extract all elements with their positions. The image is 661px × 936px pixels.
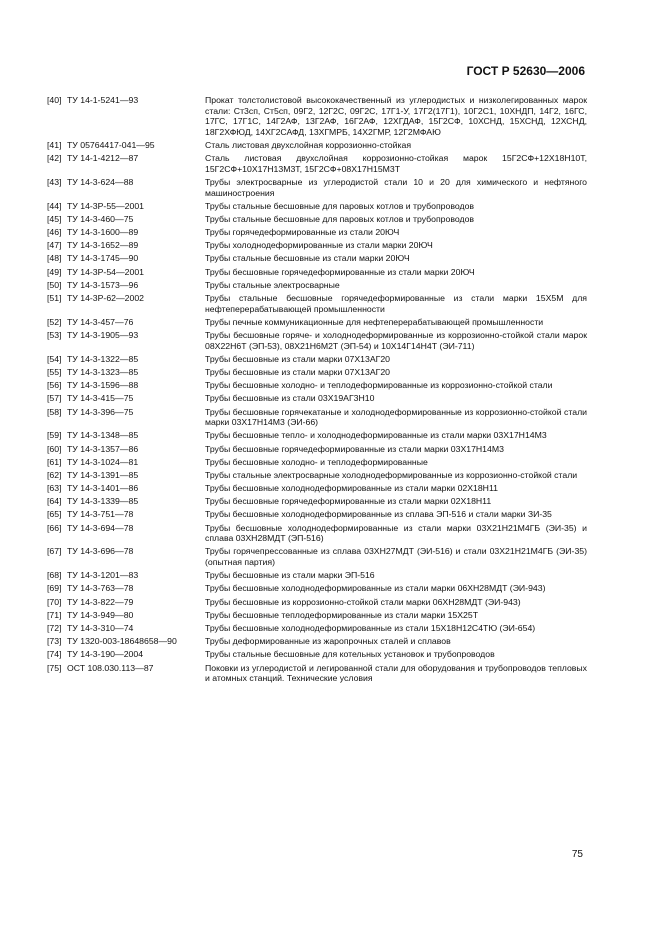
- page-number: 75: [571, 849, 583, 860]
- reference-item: [47, 227, 587, 238]
- reference-code: ТУ 14-1-4212—87: [67, 153, 139, 164]
- reference-code: ТУ 14-3-415—75: [67, 393, 134, 404]
- reference-title: Трубы электросварные из углеродистой стали 10 и 20 для химического и нефтяного машиностроения: [205, 176, 587, 198]
- reference-item: [47, 393, 587, 404]
- reference-number: [65]: [47, 509, 62, 520]
- reference-number: [45]: [47, 213, 62, 224]
- reference-code: ТУ 14-3-1596—88: [67, 380, 139, 391]
- reference-item: [47, 140, 587, 151]
- reference-item: [47, 253, 587, 264]
- reference-number: [57]: [47, 393, 62, 404]
- reference-title: Трубы бесшовные из стали 03Х19АГ3Н10: [205, 393, 375, 404]
- reference-title: Трубы бесшовные теплодеформированные из стали марки 15Х25Т: [205, 609, 479, 620]
- reference-title: Прокат толстолистовой высококачественный из углеродистых и низколегированных марок стали: Ст3сп, Ст5сп, 09Г2, 12Г2С, 09Г2С, 17Г1-У, 17Г2(17Г1), 10Г2С1, 10ХНДП, 14Г2, 16ГС, 17ГС, 17Г1С, 14Г2АФ, 13Г2АФ, 16Г2АФ, 12ХГДАФ, 15Г2СФ, 10ХСНД, 15ХСНД, 12ХСНД, 18Г2ХФЮД, 14ХГ2САФД, 13ХГМРБ, 14Х2ГМР, 12Г2МФАЮ: [205, 95, 587, 137]
- reference-title: Трубы горячепрессованные из сплава 03ХН27МДТ (ЭИ-516) и стали 03Х21Н21М4ГБ (ЭИ-35) (опытная партия): [205, 546, 587, 567]
- reference-number: [41]: [47, 139, 62, 150]
- reference-code: ТУ 14-3-1401—86: [67, 483, 139, 494]
- reference-title: Поковки из углеродистой и легированной стали для оборудования и трубопроводов тепловых и атомных станций. Технические условия: [205, 662, 587, 684]
- reference-title: Трубы деформированные из жаропрочных сталей и сплавов: [205, 636, 451, 647]
- reference-item: [47, 177, 587, 198]
- reference-code: ТУ 14-3-1339—85: [67, 496, 139, 507]
- reference-number: [48]: [47, 253, 62, 264]
- reference-code: ТУ 14-3-460—75: [67, 213, 134, 224]
- reference-code: ТУ 14-3-696—78: [67, 546, 134, 557]
- reference-number: [44]: [47, 200, 62, 211]
- reference-number: [62]: [47, 469, 62, 480]
- reference-code: ТУ 14-3-1745—90: [67, 253, 139, 264]
- reference-code: ТУ 14-3Р-62—2002: [67, 293, 144, 304]
- reference-title: Трубы стальные бесшовные для котельных установок и трубопроводов: [205, 649, 495, 660]
- reference-code: ОСТ 108.030.113—87: [67, 662, 154, 673]
- reference-number: [51]: [47, 293, 62, 304]
- reference-title: Трубы бесшовные холодно- и теплодеформированные: [205, 456, 428, 467]
- reference-item: [47, 483, 587, 494]
- reference-title: Сталь листовая двухслойная коррозионно-стойкая марок 15Г2СФ+12Х18Н10Т, 15Г2СФ+10Х17Н13М3Т, 15Г2СФ+08Х17Н15М3Т: [205, 153, 587, 174]
- reference-number: [60]: [47, 443, 62, 454]
- reference-code: ТУ 14-3-1201—83: [67, 570, 139, 581]
- reference-code: ТУ 14-3-694—78: [67, 522, 134, 533]
- reference-title: Трубы бесшовные холодно- и теплодеформированные из коррозионно-стойкой стали: [205, 380, 553, 391]
- reference-title: Трубы бесшовные холоднодеформированные из стали марки 06ХН28МДТ (ЭИ-943): [205, 583, 546, 594]
- reference-item: [47, 470, 587, 481]
- reference-item: [47, 214, 587, 225]
- reference-title: Трубы бесшовные горячедеформированные из стали марки 20ЮЧ: [205, 266, 475, 277]
- reference-code: ТУ 14-3-457—76: [67, 316, 134, 327]
- reference-title: Трубы стальные бесшовные горячедеформированные из стали марки 15Х5М для нефтеперерабатывающей промышленности: [205, 293, 587, 314]
- reference-item: [47, 457, 587, 468]
- reference-number: [69]: [47, 583, 62, 594]
- reference-item: [47, 597, 587, 608]
- reference-title: Трубы бесшовные из стали марки 07Х13АГ20: [205, 366, 391, 377]
- reference-title: Трубы бесшовные холоднодеформированные из стали марки 03Х21Н21М4ГБ (ЭИ-35) и сплава 03ХН28МДТ (ЭП-516): [205, 522, 587, 544]
- reference-item: [47, 380, 587, 391]
- reference-number: [70]: [47, 596, 62, 607]
- reference-title: Трубы стальные бесшовные для паровых котлов и трубопроводов: [205, 213, 475, 224]
- reference-code: ТУ 14-3Р-54—2001: [67, 266, 144, 277]
- reference-number: [43]: [47, 176, 62, 187]
- reference-number: [73]: [47, 636, 62, 647]
- reference-code: ТУ 14-3-1024—81: [67, 456, 139, 467]
- reference-title: Сталь листовая двухслойная коррозионно-стойкая: [205, 139, 412, 150]
- reference-number: [50]: [47, 279, 62, 290]
- reference-title: Трубы стальные электросварные: [205, 279, 340, 290]
- reference-number: [42]: [47, 153, 62, 164]
- reference-number: [67]: [47, 546, 62, 557]
- reference-code: ТУ 14-3-1323—85: [67, 366, 139, 377]
- reference-title: Трубы стальные бесшовные для паровых котлов и трубопроводов: [205, 200, 475, 211]
- reference-item: [47, 367, 587, 378]
- reference-number: [66]: [47, 522, 62, 533]
- reference-code: ТУ 14-3-396—75: [67, 406, 134, 417]
- reference-title: Трубы бесшовные горяче- и холоднодеформированные из коррозионно-стойкой стали марок 08Х22Н6Т (ЭП-53), 08Х21Н6М2Т (ЭП-54) и 10Х14Г14Н4Т (ЭИ-711): [205, 330, 587, 351]
- reference-code: ТУ 1320-003-18648658—90: [67, 636, 177, 647]
- reference-title: Трубы бесшовные горячекатаные и холоднодеформированные из коррозионно-стойкой стали марки 03Х17Н14М3 (ЭИ-66): [205, 406, 587, 428]
- reference-list: [47, 95, 587, 686]
- reference-item: [47, 267, 587, 278]
- reference-item: [47, 201, 587, 212]
- reference-number: [54]: [47, 353, 62, 364]
- reference-code: ТУ 14-3-624—88: [67, 176, 134, 187]
- reference-title: Трубы бесшовные горячедеформированные из стали марки 03Х17Н14М3: [205, 443, 504, 454]
- reference-item: [47, 280, 587, 291]
- reference-code: ТУ 14-3-1357—86: [67, 443, 139, 454]
- reference-code: ТУ 14-3-1348—85: [67, 430, 139, 441]
- reference-code: ТУ 14-3-1600—89: [67, 227, 139, 238]
- reference-number: [49]: [47, 266, 62, 277]
- document-header: ГОСТ Р 52630—2006: [466, 64, 585, 78]
- reference-code: ТУ 14-3-1322—85: [67, 353, 139, 364]
- reference-title: Трубы бесшовные из стали марки ЭП-516: [205, 570, 375, 581]
- reference-item: [47, 330, 587, 351]
- reference-number: [71]: [47, 609, 62, 620]
- reference-number: [56]: [47, 380, 62, 391]
- reference-item: [47, 523, 587, 544]
- reference-number: [72]: [47, 622, 62, 633]
- reference-item: [47, 636, 587, 647]
- reference-code: ТУ 14-3-763—78: [67, 583, 134, 594]
- reference-item: [47, 153, 587, 174]
- reference-item: [47, 509, 587, 520]
- reference-title: Трубы бесшовные горячедеформированные из стали марки 02Х18Н11: [205, 496, 492, 507]
- reference-number: [55]: [47, 366, 62, 377]
- reference-title: Трубы бесшовные холоднодеформированные из стали марки 02Х18Н11: [205, 483, 498, 494]
- reference-title: Трубы горячедеформированные из стали 20ЮЧ: [205, 227, 400, 238]
- reference-code: ТУ 14-3-1652—89: [67, 240, 139, 251]
- reference-item: [47, 430, 587, 441]
- reference-item: [47, 649, 587, 660]
- reference-number: [59]: [47, 430, 62, 441]
- reference-number: [46]: [47, 227, 62, 238]
- reference-item: [47, 293, 587, 314]
- reference-title: Трубы бесшовные холоднодеформированные из сплава ЭП-516 и стали марки ЗИ-35: [205, 509, 552, 520]
- reference-item: [47, 623, 587, 634]
- reference-title: Трубы стальные бесшовные из стали марки 20ЮЧ: [205, 253, 410, 264]
- reference-number: [68]: [47, 570, 62, 581]
- reference-number: [75]: [47, 662, 62, 673]
- reference-code: ТУ 05764417-041—95: [67, 139, 155, 150]
- reference-title: Трубы бесшовные из стали марки 07Х13АГ20: [205, 353, 391, 364]
- reference-code: ТУ 14-3-1573—96: [67, 279, 139, 290]
- reference-item: [47, 570, 587, 581]
- reference-code: ТУ 14-3-1391—85: [67, 469, 139, 480]
- reference-number: [58]: [47, 406, 62, 417]
- reference-title: Трубы стальные электросварные холоднодеформированные из коррозионно-стойкой стали: [205, 469, 578, 480]
- reference-title: Трубы бесшовные холоднодеформированные из стали 15Х18Н12С4ТЮ (ЭИ-654): [205, 622, 536, 633]
- reference-code: ТУ 14-3-1905—93: [67, 330, 139, 340]
- reference-item: [47, 496, 587, 507]
- reference-number: [64]: [47, 496, 62, 507]
- reference-item: [47, 317, 587, 328]
- reference-code: ТУ 14-3-822—79: [67, 596, 134, 607]
- reference-item: [47, 444, 587, 455]
- reference-item: [47, 583, 587, 594]
- reference-number: [53]: [47, 330, 62, 340]
- reference-item: [47, 95, 587, 137]
- reference-title: Трубы холоднодеформированные из стали марки 20ЮЧ: [205, 240, 433, 251]
- reference-item: [47, 240, 587, 251]
- reference-code: ТУ 14-3-310—74: [67, 622, 134, 633]
- reference-code: ТУ 14-3Р-55—2001: [67, 200, 144, 211]
- reference-number: [40]: [47, 95, 62, 105]
- reference-item: [47, 546, 587, 567]
- reference-title: Трубы бесшовные тепло- и холоднодеформированные из стали марки 03Х17Н14М3: [205, 430, 547, 441]
- reference-number: [61]: [47, 456, 62, 467]
- reference-code: ТУ 14-1-5241—93: [67, 95, 139, 105]
- reference-number: [74]: [47, 649, 62, 660]
- reference-code: ТУ 14-3-949—80: [67, 609, 134, 620]
- reference-item: [47, 407, 587, 428]
- reference-number: [63]: [47, 483, 62, 494]
- reference-title: Трубы бесшовные из коррозионно-стойкой стали марки 06ХН28МДТ (ЭИ-943): [205, 596, 521, 607]
- reference-item: [47, 610, 587, 621]
- reference-number: [52]: [47, 316, 62, 327]
- reference-item: [47, 354, 587, 365]
- reference-title: Трубы печные коммуникационные для нефтеперерабатывающей промышленности: [205, 316, 544, 327]
- reference-code: ТУ 14-3-190—2004: [67, 649, 144, 660]
- reference-code: ТУ 14-3-751—78: [67, 509, 134, 520]
- reference-item: [47, 663, 587, 684]
- reference-number: [47]: [47, 240, 62, 251]
